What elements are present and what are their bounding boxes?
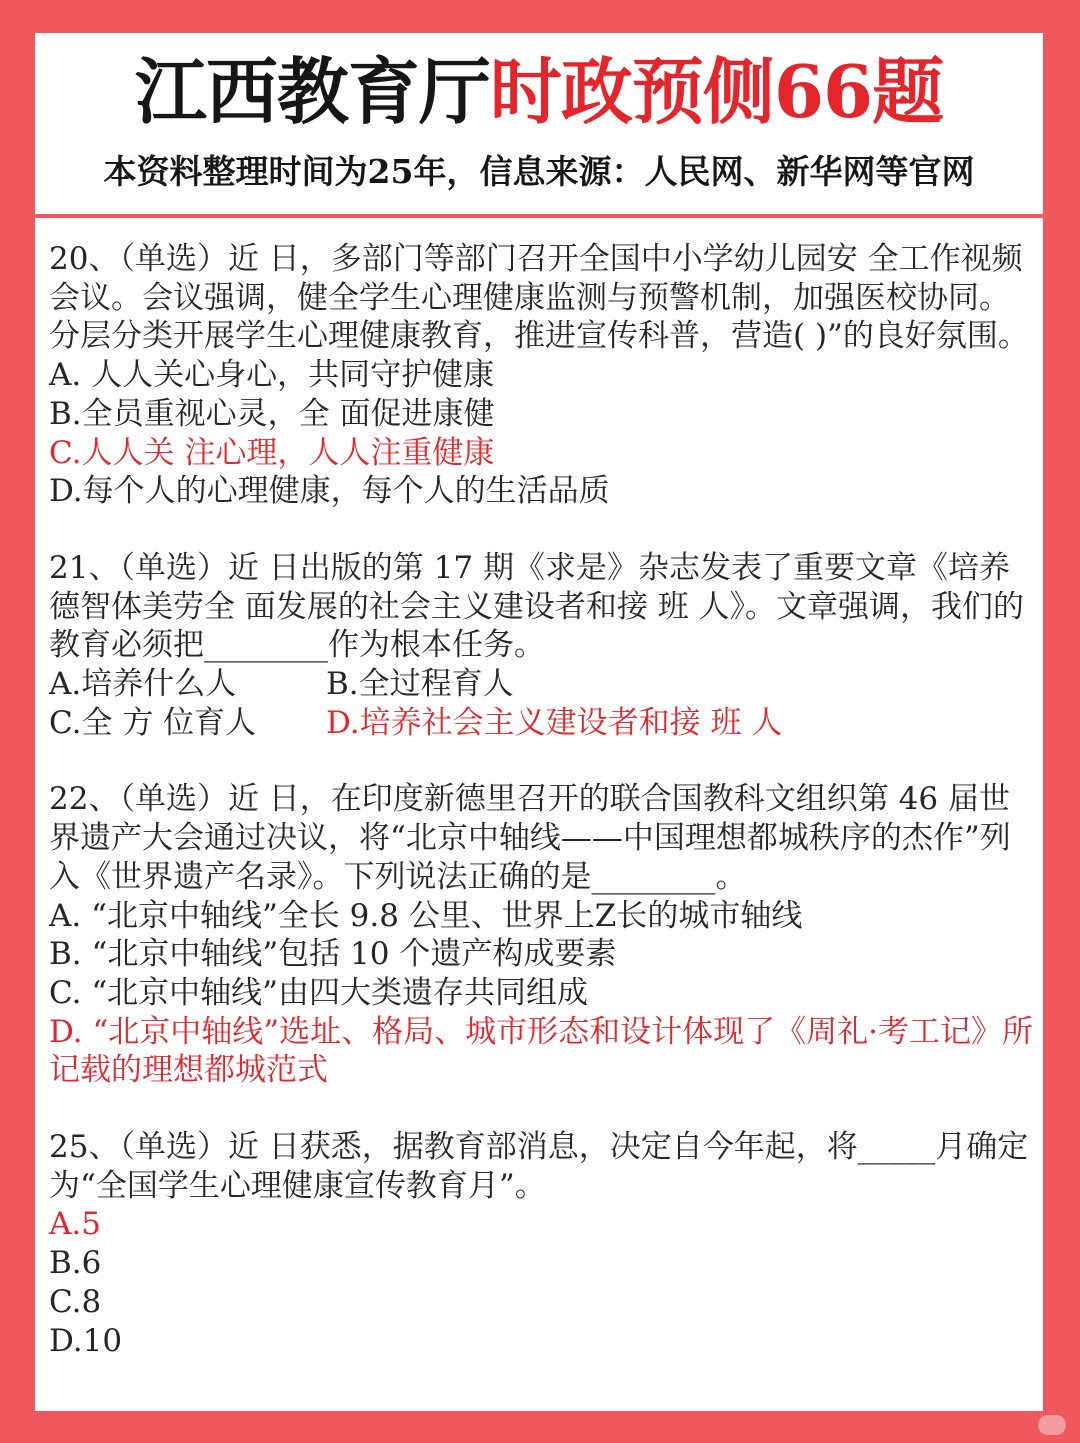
option-a: A. 人人关心身心，共同守护健康 bbox=[49, 357, 495, 394]
header-divider bbox=[35, 214, 1043, 218]
title-red-part: 时政预侧66题 bbox=[489, 49, 944, 134]
page-subtitle: 本资料整理时间为25年，信息来源：人民网、新华网等官网 bbox=[103, 152, 975, 191]
option-d-correct: D. “北京中轴线”选址、格局、城市形态和设计体现了《周礼·考工记》所记载的理想都城范式 bbox=[49, 1013, 1034, 1089]
option-b: B.全员重视心灵，全 面促进康健 bbox=[49, 395, 495, 432]
watermark-icon bbox=[1038, 1415, 1066, 1435]
option-a-correct: A.5 bbox=[49, 1206, 101, 1243]
option-b: B. “北京中轴线”包括 10 个遗产构成要素 bbox=[49, 936, 617, 973]
title-black-part: 江西教育厅 bbox=[134, 49, 490, 134]
question-22 bbox=[49, 780, 1034, 1090]
option-a: A.培养什么人 bbox=[49, 666, 237, 703]
option-c: C.8 bbox=[49, 1283, 102, 1320]
option-c-correct: C.人人关 注心理，人人注重健康 bbox=[49, 434, 495, 471]
option-b: B.全过程育人 bbox=[326, 666, 514, 703]
question-stem: 22、（单选）近 日，在印度新德里召开的联合国教科文组织第 46 届世界遗产大会通过决议，将“北京中轴线——中国理想都城秩序的杰作”列入《世界遗产名录》。下列说法正确的是________。 bbox=[49, 781, 1011, 895]
option-d-correct: D.培养社会主义建设者和接 班 人 bbox=[326, 704, 783, 741]
option-c: C. “北京中轴线”由四大类遗存共同组成 bbox=[49, 974, 589, 1011]
question-20 bbox=[49, 240, 1034, 511]
question-21 bbox=[49, 549, 1034, 743]
option-d: D.10 bbox=[49, 1322, 123, 1359]
option-row bbox=[49, 665, 1034, 704]
option-b: B.6 bbox=[49, 1245, 102, 1282]
page-title bbox=[35, 47, 1043, 137]
option-a: A. “北京中轴线”全长 9.8 公里、世界上Z长的城市轴线 bbox=[49, 897, 803, 934]
document-page bbox=[35, 33, 1043, 1411]
question-25 bbox=[49, 1128, 1034, 1360]
header bbox=[35, 33, 1043, 215]
question-list bbox=[49, 240, 1034, 1398]
question-stem: 25、（单选）近 日获悉，据教育部消息，决定自今年起，将_____月确定为“全国学生心理健康宣传教育月”。 bbox=[49, 1129, 1029, 1204]
option-row bbox=[49, 704, 1034, 743]
question-stem: 20、（单选）近 日，多部门等部门召开全国中小学幼儿园安 全工作视频会议。会议强调，健全学生心理健康监测与预警机制，加强医校协同。分层分类开展学生心理健康教育，推进宣传科普，营造( )”的良好氛围。 bbox=[49, 241, 1029, 355]
option-c: C.全 方 位育人 bbox=[49, 704, 257, 741]
question-stem: 21、（单选）近 日出版的第 17 期《求是》杂志发表了重要文章《培养德智体美劳全 面发展的社会主义建设者和接 班 人》。文章强调，我们的教育必须把________作为根本任务。 bbox=[49, 549, 1025, 664]
option-d: D.每个人的心理健康，每个人的生活品质 bbox=[49, 473, 610, 510]
